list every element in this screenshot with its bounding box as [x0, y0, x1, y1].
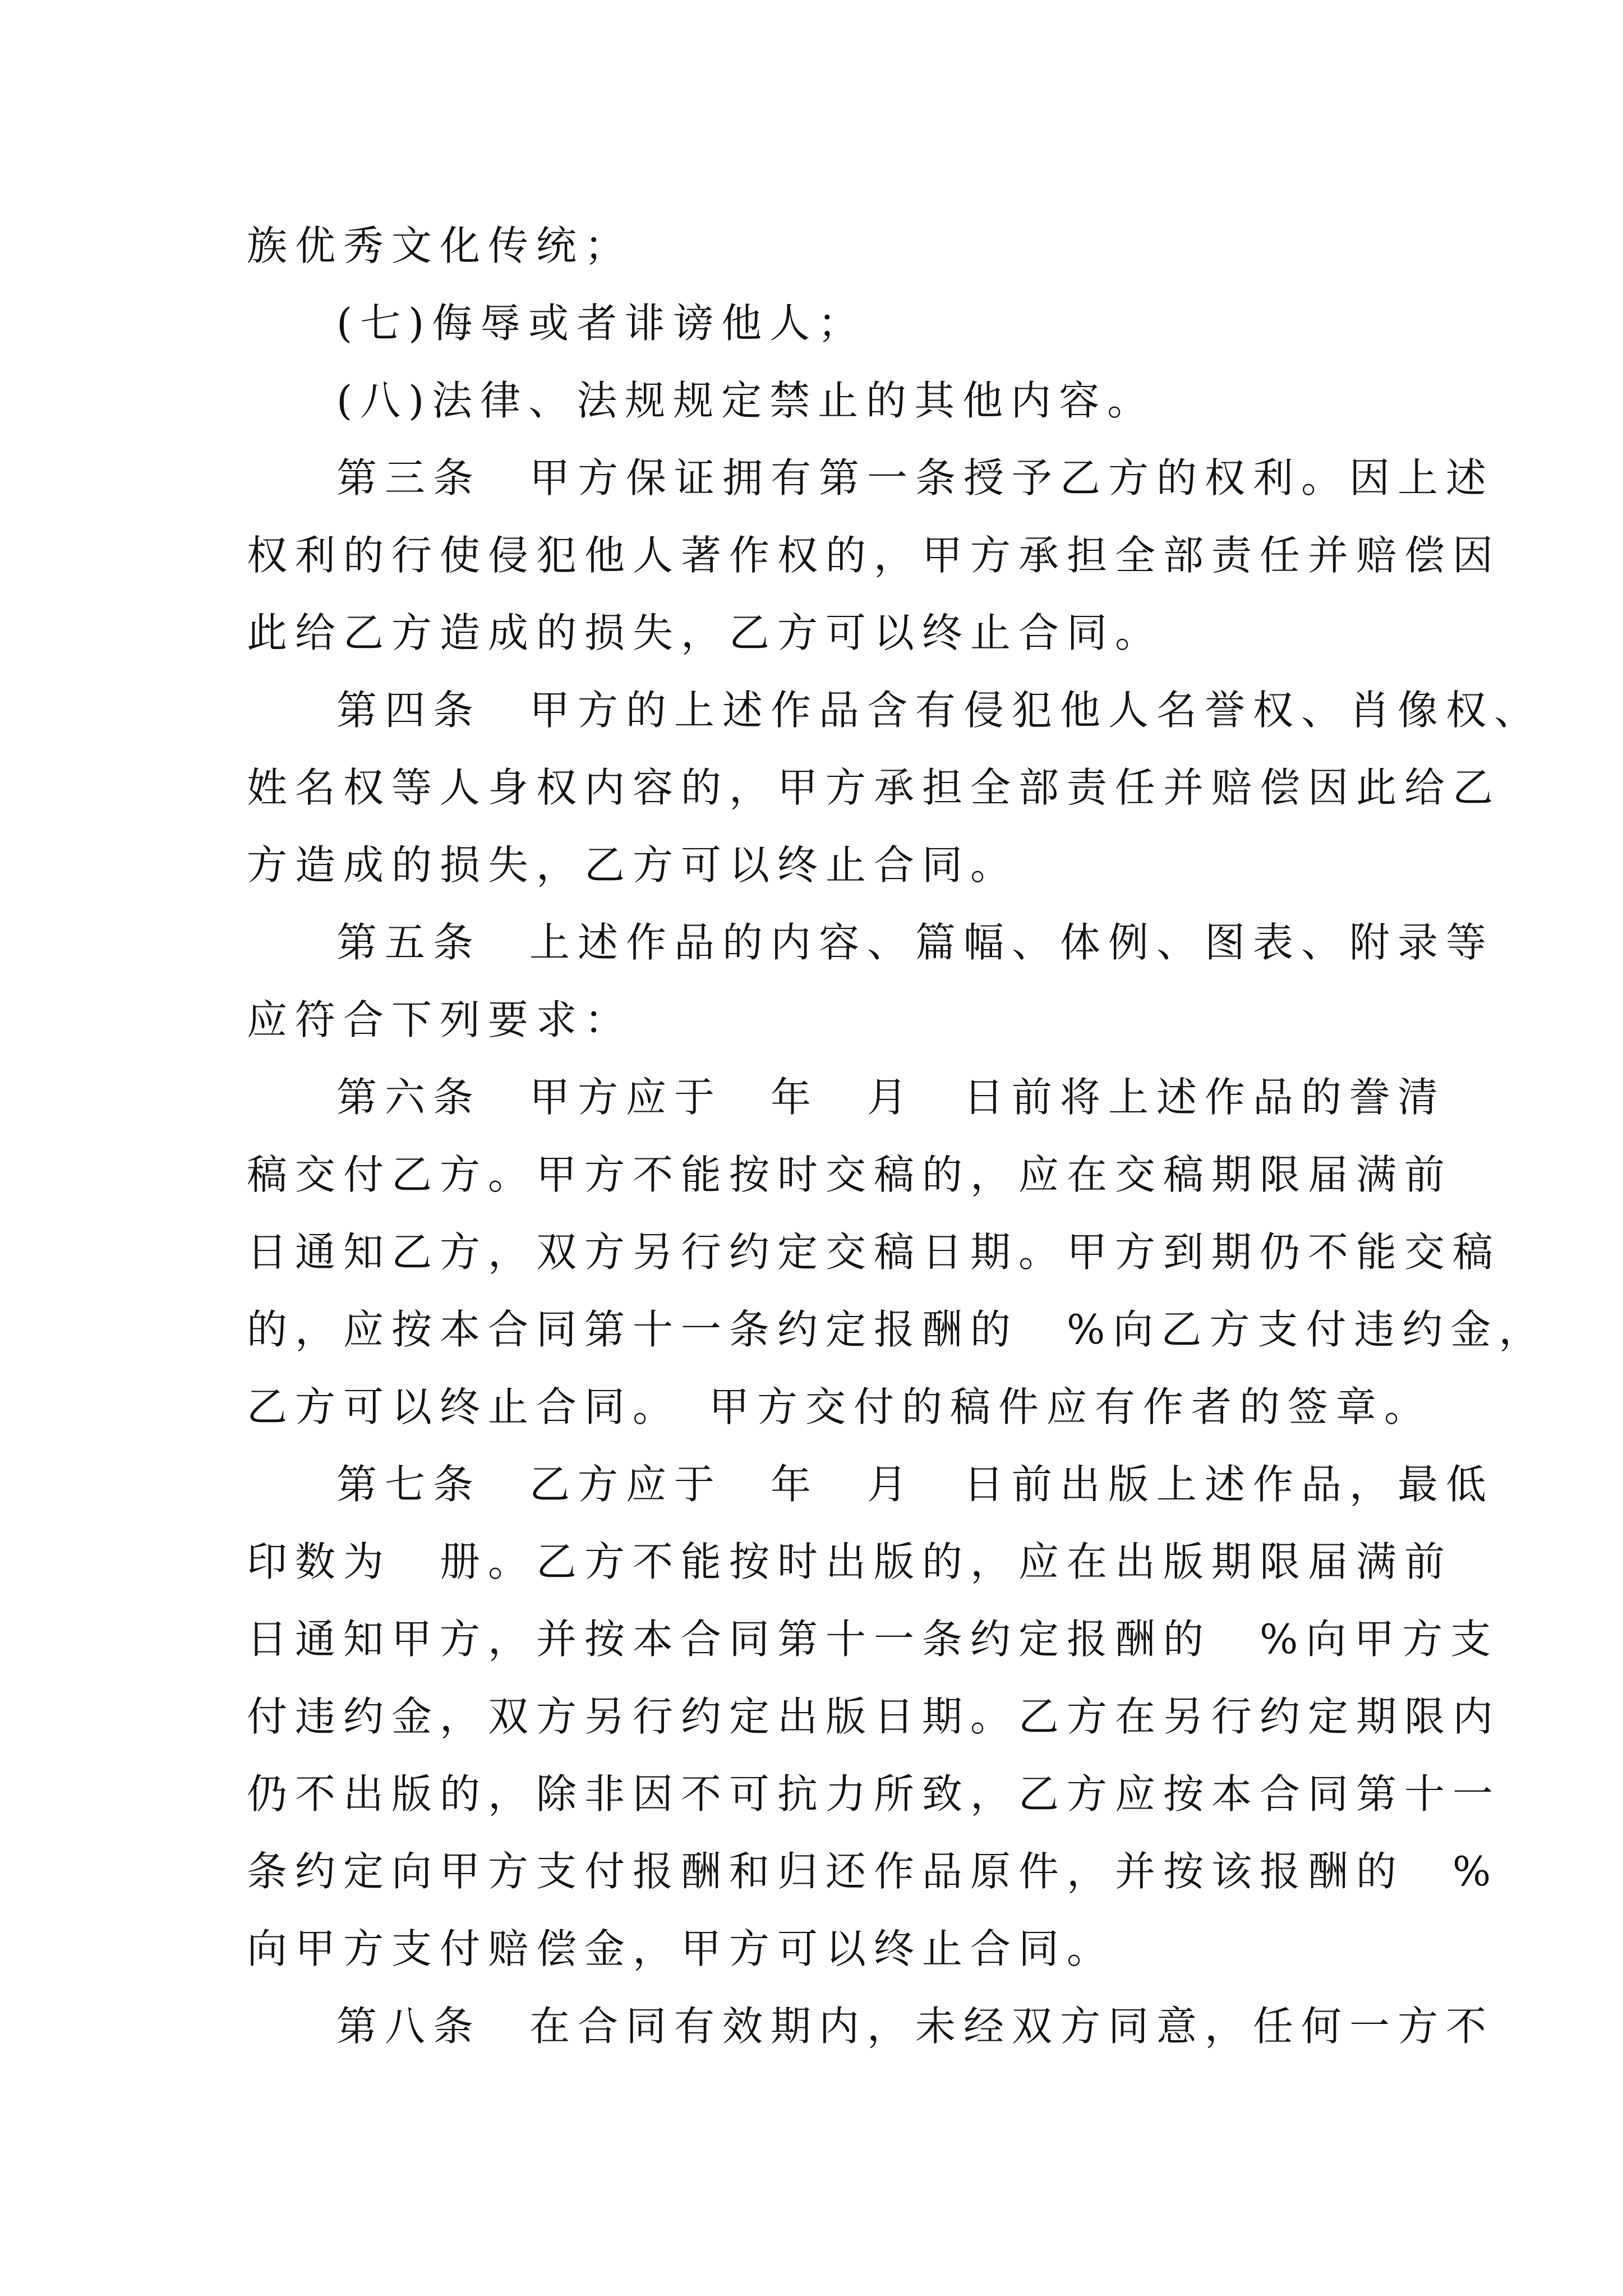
text-line: 日通知甲方，并按本合同第十一条约定报酬的 %向甲方支 — [247, 1616, 1499, 1663]
text-line: (八)法律、法规规定禁止的其他内容。 — [336, 377, 1156, 424]
text-line: 此给乙方造成的损失，乙方可以终止合同。 — [247, 609, 1164, 656]
text-line: 第七条 乙方应于 年 月 日前出版上述作品，最低 — [336, 1461, 1495, 1508]
text-line: 乙方可以终止合同。 甲方交付的稿件应有作者的签章。 — [247, 1383, 1433, 1430]
text-line: 第四条 甲方的上述作品含有侵犯他人名誉权、肖像权、 — [336, 687, 1543, 734]
text-line: 仍不出版的，除非因不可抗力所致，乙方应按本合同第十一 — [247, 1770, 1501, 1818]
text-line: 印数为 册。乙方不能按时出版的，应在出版期限届满前 — [247, 1538, 1453, 1585]
text-line: 第五条 上述作品的内容、篇幅、体例、图表、附录等 — [336, 919, 1495, 966]
text-line: 第八条 在合同有效期内，未经双方同意，任何一方不 — [336, 2003, 1495, 2050]
text-line: 向甲方支付赔偿金，甲方可以终止合同。 — [247, 1925, 1115, 1972]
text-line: (七)侮辱或者诽谤他人； — [336, 300, 866, 347]
text-line: 第三条 甲方保证拥有第一条授予乙方的权利。因上述 — [336, 454, 1495, 501]
text-line: 应符合下列要求： — [247, 996, 633, 1043]
text-line: 付违约金，双方另行约定出版日期。乙方在另行约定期限内 — [247, 1693, 1501, 1740]
text-line: 方造成的损失，乙方可以终止合同。 — [247, 841, 1019, 889]
text-line: 稿交付乙方。甲方不能按时交稿的，应在交稿期限届满前 — [247, 1151, 1453, 1198]
text-line: 日通知乙方，双方另行约定交稿日期。甲方到期仍不能交稿 — [247, 1228, 1501, 1276]
text-line: 第六条 甲方应于 年 月 日前将上述作品的誊清 — [336, 1074, 1446, 1121]
text-line: 姓名权等人身权内容的，甲方承担全部责任并赔偿因此给乙 — [247, 764, 1501, 811]
text-line: 族优秀文化传统； — [247, 222, 633, 269]
text-line: 权利的行使侵犯他人著作权的，甲方承担全部责任并赔偿因 — [247, 532, 1501, 579]
text-line: 条约定向甲方支付报酬和归还作品原件，并按该报酬的 % — [247, 1848, 1499, 1895]
text-line: 的，应按本合同第十一条约定报酬的 %向乙方支付违约金， — [247, 1306, 1547, 1353]
